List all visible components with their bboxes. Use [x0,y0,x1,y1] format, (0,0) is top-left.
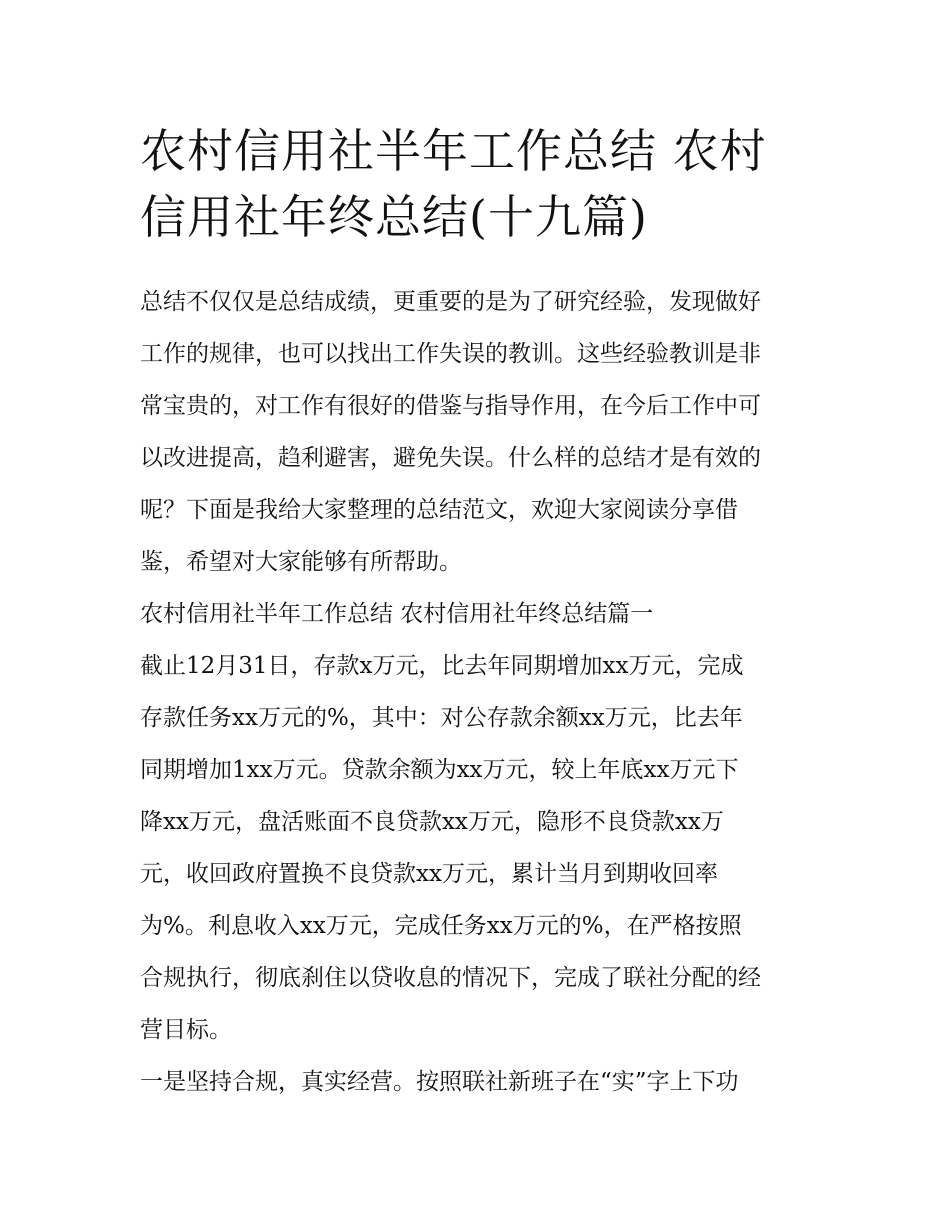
intro-paragraph [140,276,816,588]
body-paragraph [140,640,816,1056]
document-page [140,118,816,1108]
body-line: 存款任务xx万元的%，其中：对公存款余额xx万元，比去年 [140,705,743,731]
body-line: 同期增加1xx万元。贷款余额为xx万元，较上年底xx万元下 [140,757,739,783]
title-line: 农村信用社半年工作总结 农村 [140,124,767,178]
section-heading: 农村信用社半年工作总结 农村信用社年终总结篇一 [140,601,654,627]
body-line: 一是坚持合规，真实经营。按照联社新班子在“实”字上下功 [140,1069,739,1095]
body-line: 截止12月31日，存款x万元，比去年同期增加xx万元，完成 [140,653,744,679]
intro-line: 常宝贵的，对工作有很好的借鉴与指导作用，在今后工作中可 [140,393,761,419]
body-line: 元，收回政府置换不良贷款xx万元，累计当月到期收回率 [140,861,718,887]
body-paragraph-continued [140,1056,816,1108]
intro-line: 以改进提高，趋利避害，避免失误。什么样的总结才是有效的 [140,445,761,471]
body-line: 营目标。 [140,1017,232,1043]
intro-line: 呢？下面是我给大家整理的总结范文，欢迎大家阅读分享借 [140,497,738,523]
intro-line: 总结不仅仅是总结成绩，更重要的是为了研究经验，发现做好 [140,289,761,315]
intro-line: 工作的规律，也可以找出工作失误的教训。这些经验教训是非 [140,341,761,367]
intro-line: 鉴，希望对大家能够有所帮助。 [140,549,462,575]
body-line: 为%。利息收入xx万元，完成任务xx万元的%，在严格按照 [140,913,742,939]
body-line: 合规执行，彻底刹住以贷收息的情况下，完成了联社分配的经 [140,965,761,991]
title-line: 信用社年终总结(十九篇) [140,190,648,244]
document-title [140,118,816,250]
body-line: 降xx万元，盘活账面不良贷款xx万元，隐形不良贷款xx万 [140,809,724,835]
